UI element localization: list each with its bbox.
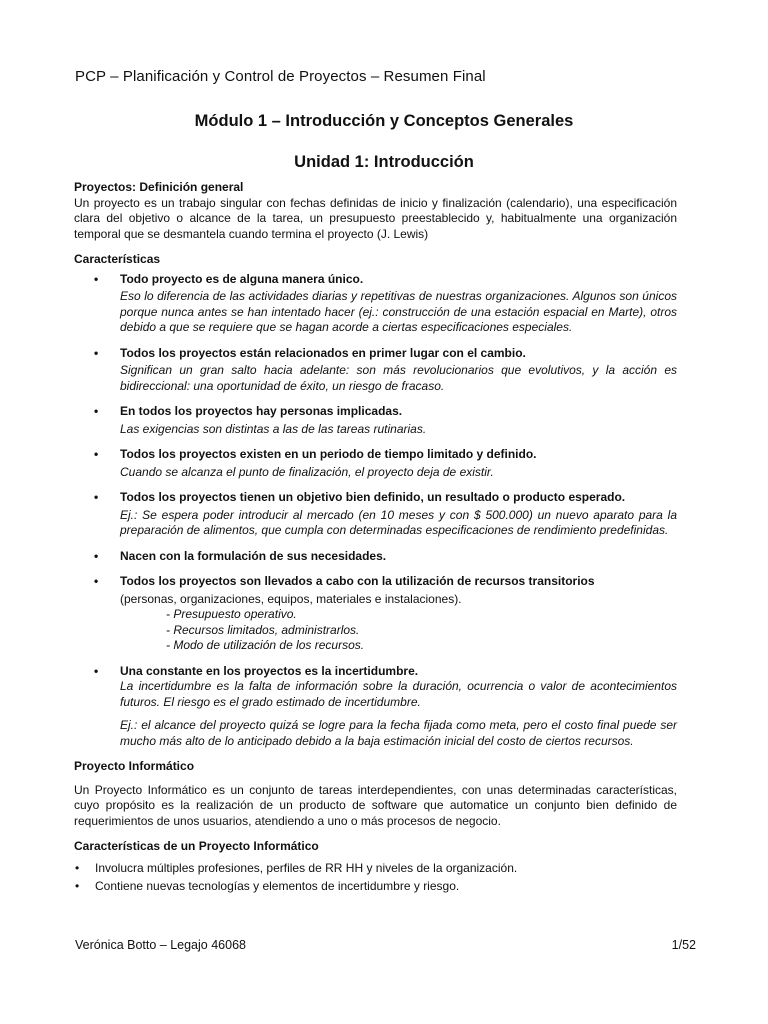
item-note: Cuando se alcanza el punto de finalización, el proyecto deja de existir.	[120, 464, 494, 479]
list-item	[74, 272, 677, 336]
bullet: •	[94, 404, 99, 418]
item-title: En todos los proyectos hay personas implicadas.	[120, 404, 403, 418]
sub-item: - Modo de utilización de los recursos.	[166, 638, 365, 652]
item-note: Eso lo diferencia de las actividades diarias y repetitivas de nuestras organizaciones. Algunos son únicos porque nunca antes se han intentado hacer (ej.: construcción de una estación espacial en Marte), otros debido a que se requiere que se hagan acorde a ciertas especificaciones especiales.	[120, 289, 677, 334]
list-item	[74, 574, 677, 654]
bullet: •	[94, 345, 99, 360]
item-title: Todos los proyectos tienen un objetivo bien definido, un resultado o producto esperado.	[120, 490, 626, 504]
item-note: Las exigencias son distintas a las de las tareas rutinarias.	[120, 421, 427, 436]
definition-title: Proyectos: Definición general	[74, 180, 244, 194]
list-item	[74, 447, 677, 480]
characteristics-title: Características	[74, 252, 161, 266]
item-text: (personas, organizaciones, equipos, materiales e instalaciones).	[120, 591, 462, 606]
unit-title: Unidad 1: Introducción	[294, 153, 474, 171]
characteristics-list	[74, 272, 677, 750]
item-title: Todos los proyectos están relacionados en primer lugar con el cambio.	[120, 345, 526, 360]
list-item	[74, 861, 677, 877]
bullet: •	[75, 879, 80, 893]
bullet: •	[75, 860, 80, 875]
item-title: Todos los proyectos existen en un periodo de tiempo limitado y definido.	[120, 447, 537, 461]
list-item	[74, 879, 677, 895]
list-item	[74, 490, 677, 539]
list-item	[74, 664, 677, 750]
item-title: Una constante en los proyectos es la incertidumbre.	[120, 663, 419, 678]
document-body	[74, 180, 677, 898]
item-example: Ej.: el alcance del proyecto quizá se logre para la fecha fijada como meta, pero el costo final puede ser mucho más alto de lo anticipado debido a la baja estimación inicial del costo de ciertos recursos.	[120, 718, 677, 748]
bullet: •	[94, 271, 99, 286]
list-item	[74, 346, 677, 395]
list-item	[74, 404, 677, 437]
item-note: Ej.: Se espera poder introducir al mercado (en 10 meses y con $ 500.000) un nuevo aparato para la preparación de alimentos, que cumpla con determinadas especificaciones de rendimiento predefinidas.	[120, 507, 677, 537]
definition-text: Un proyecto es un trabajo singular con fechas definidas de inicio y finalización (calendario), una especificación clara del objetivo o alcance de la tarea, un presupuesto preestablecido y, habitualmente una organización temporal que se desmantela cuando termina el proyecto (J. Lewis)	[74, 195, 677, 241]
bullet: •	[94, 663, 99, 678]
sub-item: - Presupuesto operativo.	[166, 607, 297, 621]
item-title: Nacen con la formulación de sus necesidades.	[120, 548, 387, 563]
item-text: Contiene nuevas tecnologías y elementos de incertidumbre y riesgo.	[95, 879, 460, 893]
page-number: 1/52	[671, 938, 696, 952]
list-item	[74, 549, 677, 565]
item-text: Involucra múltiples profesiones, perfiles de RR HH y niveles de la organización.	[95, 860, 518, 875]
informatic-title: Proyecto Informático	[74, 759, 195, 773]
item-title: Todo proyecto es de alguna manera único.	[120, 271, 364, 286]
informatic-characteristics-title: Características de un Proyecto Informático	[74, 839, 319, 853]
bullet: •	[94, 490, 99, 504]
informatic-text: Un Proyecto Informático es un conjunto de tareas interdependientes, con unas determinadas características, cuyo propósito es la realización de un producto de software que automatice un conjunto bien definido de requerimientos de unos usuarios, atendiendo a uno o más procesos de negocio.	[74, 782, 677, 828]
module-title: Módulo 1 – Introducción y Conceptos Generales	[194, 112, 574, 130]
item-note: Significan un gran salto hacia adelante: son más revolucionarios que evolutivos, y la acción es bidireccional: una oportunidad de éxito, un riesgo de fracaso.	[120, 363, 677, 393]
bullet: •	[94, 548, 99, 563]
item-title: Todos los proyectos son llevados a cabo con la utilización de recursos transitorios	[120, 574, 595, 588]
sub-item: - Recursos limitados, administrarlos.	[166, 622, 360, 637]
bullet: •	[94, 574, 99, 588]
footer-author: Verónica Botto – Legajo 46068	[75, 938, 246, 952]
page-header: PCP – Planificación y Control de Proyectos – Resumen Final	[75, 68, 486, 85]
bullet: •	[94, 447, 99, 461]
informatic-characteristics-list	[74, 861, 677, 895]
item-note: La incertidumbre es la falta de información sobre la duración, ocurrencia o valor de acontecimientos futuros. El riesgo es el grado estimado de incertidumbre.	[120, 679, 677, 709]
